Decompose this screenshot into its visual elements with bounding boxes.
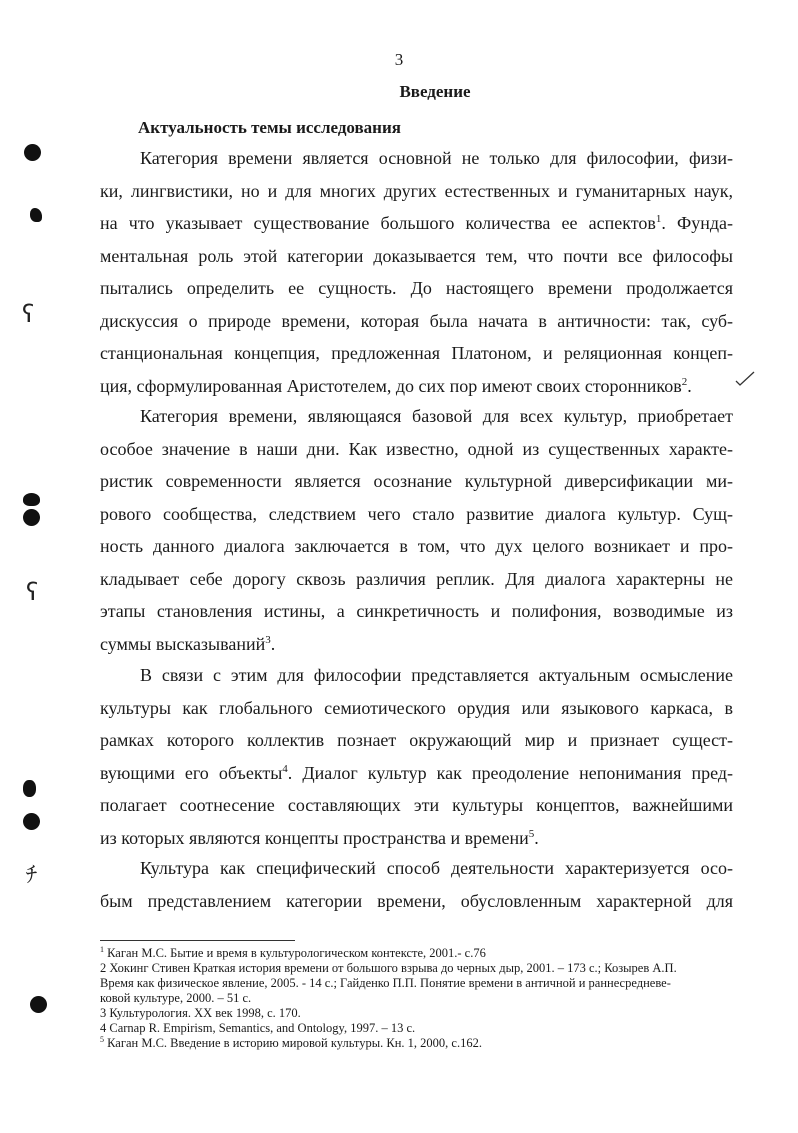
text-line: особое значение в наши дни. Как известно, одной из существенных характе- [100, 438, 733, 459]
text-line: станциональная концепция, предложенная Платоном, и реляционная концеп- [100, 343, 733, 363]
text-line: полагает соотнесение составляющих эти культуры концептов, важнейшими [100, 795, 733, 815]
text-line: ристик современности является осознание культурной диверсификации ми- [100, 471, 733, 491]
scan-dot-mark [23, 813, 40, 830]
footnote-line: Время как физическое явление, 2005. - 14 с.; Гайденко П.П. Понятие времени в античной и раннесредневе- [100, 976, 671, 990]
paragraph-1 [100, 142, 733, 402]
page-number: 3 [394, 50, 404, 69]
text-line: этапы становления истины, а синкретичность и полифония, возводимые из [100, 601, 733, 621]
footnotes [100, 946, 730, 1051]
text-line: Категория времени является основной не только для философии, физи- [140, 148, 733, 168]
text-line: кладывает себе дорогу сквозь различия реплик. Для диалога характерны не [100, 568, 733, 589]
page-title: Введение [399, 82, 471, 101]
scan-blot-mark [23, 493, 40, 506]
paragraph-2 [100, 400, 733, 660]
footnote-line: 2 Хокинг Стивен Краткая история времени от большого взрыва до черных дыр, 2001. – 173 с.; Козырев А.П. [100, 961, 677, 975]
text-line: пытались определить ее сущность. До настоящего времени продолжается [100, 278, 733, 298]
footnote-ref: 5 [528, 827, 535, 840]
footnote-ref: 1 [655, 213, 662, 225]
text-line: ность данного диалога заключается в том, что дух целого возникает и про- [100, 536, 733, 556]
text-line: культуры как глобального семиотического орудия или языкового каркаса, в [100, 697, 733, 718]
paragraph-3 [100, 659, 733, 854]
text-line: на что указывает существование большого количества ее аспектов$^1$. Фунда- [100, 213, 733, 233]
text-line: ментальная роль этой категории доказывается тем, что почти все философы [100, 245, 733, 266]
scan-blot-mark [30, 208, 42, 222]
footnote-ref: 2 [681, 375, 688, 388]
scan-dot-mark [23, 509, 40, 526]
footnote-ref: 5 [100, 1036, 104, 1044]
scan-scribble-mark: ﾁ [26, 863, 38, 888]
footnote-ref: 4 [282, 762, 288, 775]
text-line: ки, лингвистики, но и для многих других естественных и гуманитарных наук, [100, 180, 733, 201]
footnote-ref: 1 [100, 946, 104, 954]
text-line: рамках которого коллектив познает окружающий мир и признает сущест- [100, 730, 733, 750]
text-line: дискуссия о природе времени, которая была начата в античности: так, суб- [100, 310, 733, 331]
footnote-ref: 3 [265, 633, 271, 646]
scan-scribble-mark: ʕ [26, 578, 39, 606]
section-subtitle: Актуальность темы исследования [138, 118, 401, 137]
text-line: из которых являются концепты пространства и времени$^5$. [100, 827, 539, 848]
paragraph-4 [100, 852, 733, 917]
footnote-line: $^1$ Каган М.С. Бытие и время в культурологическом контексте, 2001.- с.76 [100, 946, 486, 960]
footnote-line: ковой культуре, 2000. – 51 с. [100, 991, 252, 1005]
scan-blot-mark [23, 780, 36, 797]
text-line: Культура как специфический способ деятельности характеризуется осо- [140, 858, 733, 878]
scan-dot-mark [24, 144, 41, 161]
footnote-line: 3 Культурология. XX век 1998, с. 170. [100, 1006, 301, 1020]
footnote-separator [100, 940, 295, 941]
text-line: суммы высказываний$^3$. [100, 633, 276, 654]
text-line: В связи с этим для философии представляется актуальным осмысление [140, 665, 733, 685]
footnote-line: $^5$ Каган М.С. Введение в историю мировой культуры. Кн. 1, 2000, с.162. [100, 1036, 482, 1050]
text-line: бым представлением категории времени, обусловленным характерной для [100, 890, 733, 911]
scan-dot-mark [30, 996, 47, 1013]
scan-scribble-mark: ʕ [22, 300, 35, 328]
footnote-line: 4 Carnap R. Empirism, Semantics, and Ontology, 1997. – 13 с. [100, 1021, 416, 1035]
checkmark-icon [733, 370, 757, 388]
text-line: вующими его объекты$^4$. Диалог культур как преодоление непонимания пред- [100, 762, 733, 783]
text-line: ция, сформулированная Аристотелем, до сих пор имеют своих сторонников$^2$. [100, 375, 692, 396]
text-line: Категория времени, являющаяся базовой для всех культур, приобретает [140, 406, 733, 426]
text-line: рового сообщества, следствием чего стало развитие диалога культур. Сущ- [100, 503, 733, 524]
